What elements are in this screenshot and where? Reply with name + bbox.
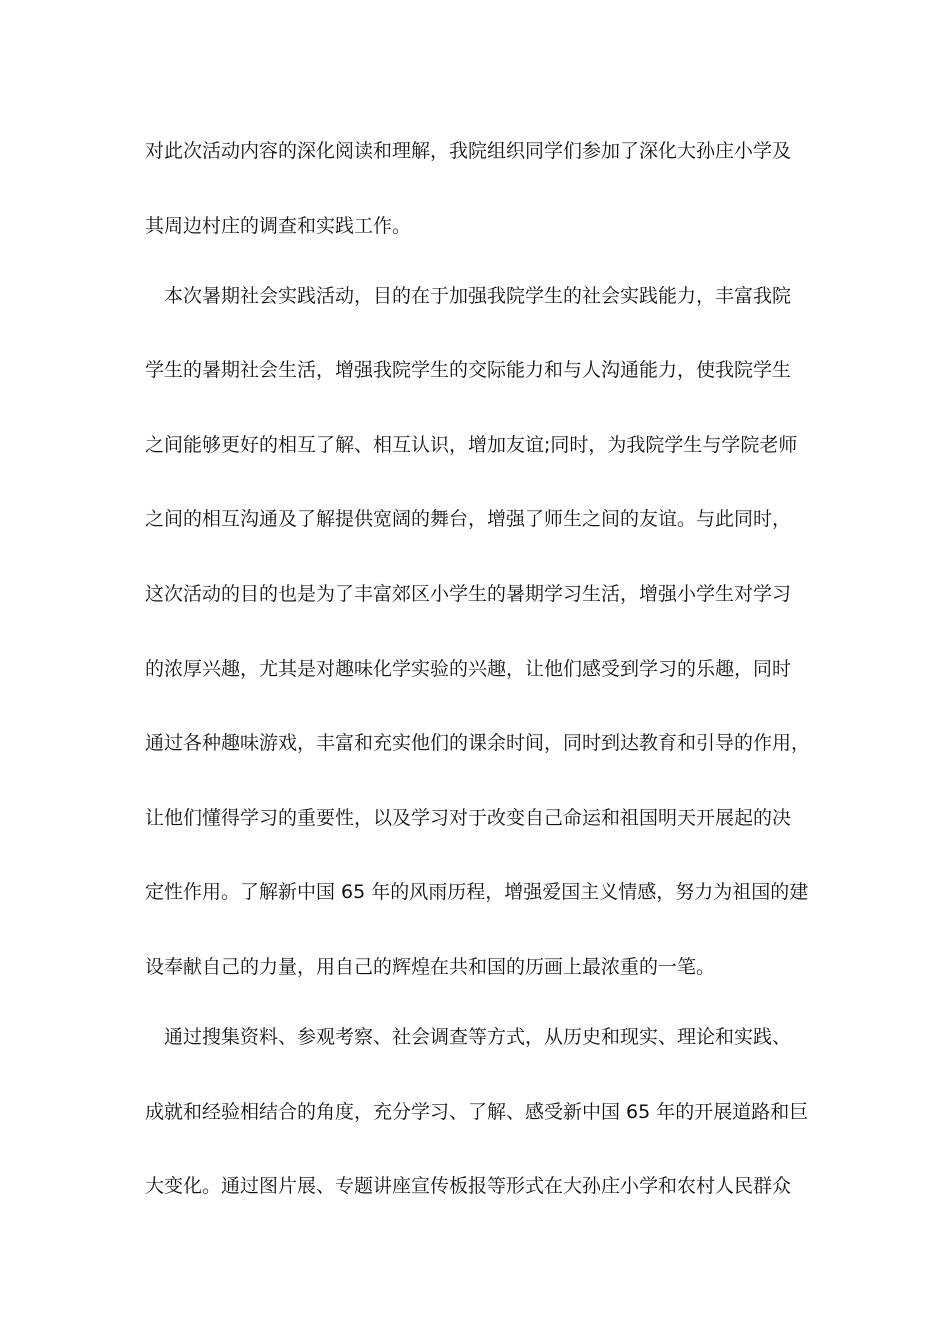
text-line: 设奉献自己的力量，用自己的辉煌在共和国的历画上最浓重的一笔。: [145, 955, 716, 978]
text-line: 之间的相互沟通及了解提供宽阔的舞台，增强了师生之间的友谊。与此同时，: [145, 508, 792, 531]
text-line: 之间能够更好的相互了解、相互认识，增加友谊;同时，为我院学生与学院老师: [145, 433, 798, 456]
text-line: 定性作用。了解新中国 65 年的风雨历程，增强爱国主义情感，努力为祖国的建: [145, 881, 809, 904]
text-line: 对此次活动内容的深化阅读和理解，我院组织同学们参加了深化大孙庄小学及: [145, 140, 792, 162]
text-line: 通过各种趣味游戏，丰富和充实他们的课余时间，同时到达教育和引导的作用，: [145, 732, 811, 755]
text-line: 让他们懂得学习的重要性，以及学习对于改变自己命运和祖国明天开展起的决: [145, 806, 792, 829]
document-body: [145, 128, 810, 1238]
text-line: 其周边村庄的调查和实践工作。: [145, 214, 412, 237]
text-line: 成就和经验相结合的角度，充分学习、了解、感受新中国 65 年的开展道路和巨: [145, 1100, 809, 1123]
text-line: 大变化。通过图片展、专题讲座宣传板报等形式在大孙庄小学和农村人民群众: [145, 1175, 792, 1198]
text-line: 学生的暑期社会生活，增强我院学生的交际能力和与人沟通能力，使我院学生: [145, 359, 792, 382]
text-line: 这次活动的目的也是为了丰富郊区小学生的暑期学习生活，增强小学生对学习: [145, 582, 792, 605]
paragraph-first-line: 通过搜集资料、参观考察、社会调查等方式，从历史和现实、理论和实践、: [164, 1025, 792, 1048]
paragraph-first-line: 本次暑期社会实践活动，目的在于加强我院学生的社会实践能力，丰富我院: [164, 284, 792, 307]
text-line: 的浓厚兴趣，尤其是对趣味化学实验的兴趣，让他们感受到学习的乐趣，同时: [145, 657, 792, 680]
